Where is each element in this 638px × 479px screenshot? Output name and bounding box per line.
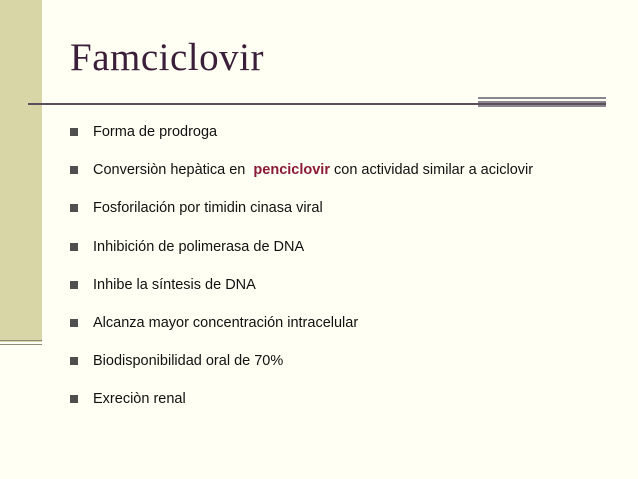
list-item [70, 266, 533, 304]
slide-title: Famciclovir [70, 36, 264, 79]
bullet-text: Inhibe la síntesis de DNA [93, 276, 256, 293]
bullet-text: Fosforilación por timidin cinasa viral [93, 200, 323, 217]
square-bullet-icon [70, 166, 78, 174]
bullet-text: Exreciòn renal [93, 391, 186, 408]
square-bullet-icon [70, 357, 78, 365]
square-bullet-icon [70, 204, 78, 212]
bullet-text: Alcanza mayor concentración intracelular [93, 315, 359, 332]
bullet-list [70, 113, 533, 419]
square-bullet-icon [70, 319, 78, 327]
bullet-text: Forma de prodroga [93, 124, 218, 141]
list-item [70, 113, 533, 151]
bullet-text: Inhibición de polimerasa de DNA [93, 238, 305, 255]
square-bullet-icon [70, 281, 78, 289]
list-item [70, 151, 533, 189]
bullet-text-after: con actividad similar a aciclovir [329, 162, 534, 179]
highlighted-term: penciclovir [253, 162, 330, 179]
square-bullet-icon [70, 128, 78, 136]
left-band-divider [0, 337, 42, 347]
left-band-fill [0, 0, 42, 342]
left-decorative-band [0, 0, 42, 479]
bullet-text-before: Conversiòn hepàtica en [93, 162, 250, 179]
bullet-text [93, 162, 533, 178]
list-item [70, 189, 533, 227]
title-rule-accent [478, 97, 606, 111]
list-item [70, 304, 533, 342]
bullet-text: Biodisponibilidad oral de 70% [93, 353, 284, 370]
square-bullet-icon [70, 395, 78, 403]
list-item [70, 342, 533, 380]
square-bullet-icon [70, 243, 78, 251]
list-item [70, 380, 533, 418]
list-item [70, 228, 533, 266]
